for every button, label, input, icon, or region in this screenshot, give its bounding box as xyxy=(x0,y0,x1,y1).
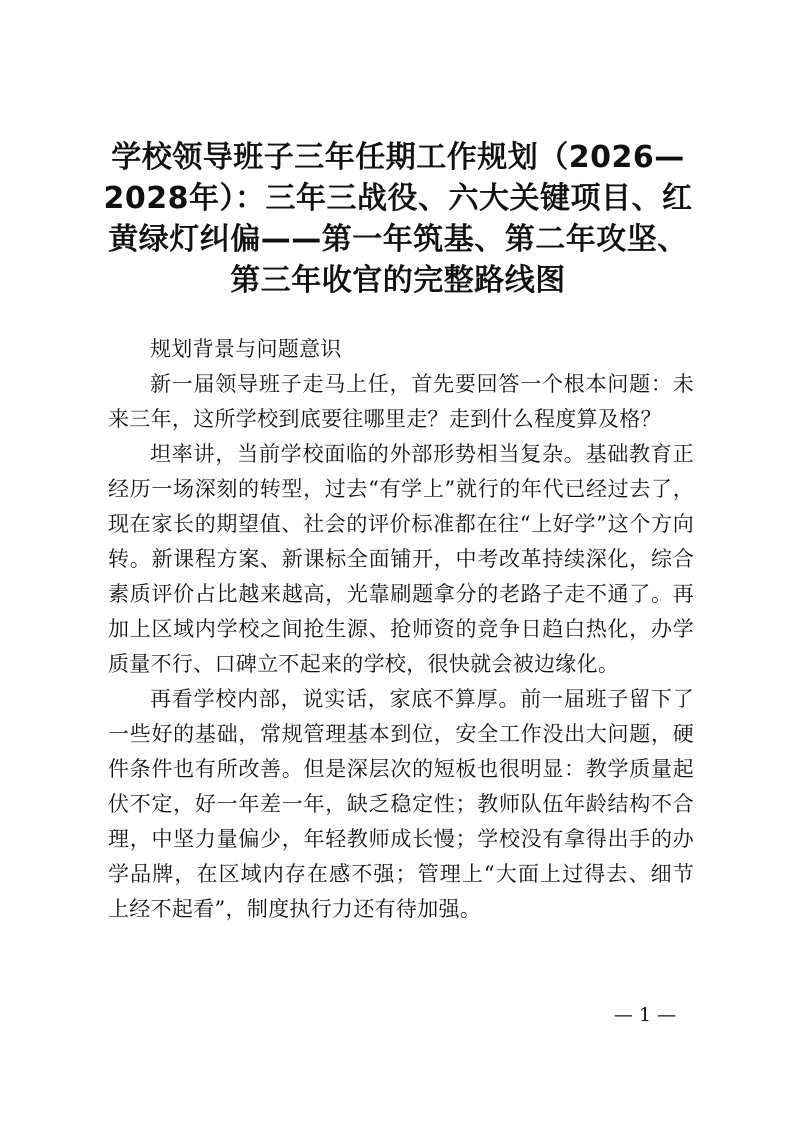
document-title: 学校领导班子三年任期工作规划（2026—2028年）：三年三战役、六大关键项目、红黄绿灯纠偏——第一年筑基、第二年攻坚、第三年收官的完整路线图 xyxy=(103,140,693,298)
paragraph-2: 坦率讲，当前学校面临的外部形势相当复杂。基础教育正经历一场深刻的转型，过去“有学上”就行的年代已经过去了，现在家长的期望值、社会的评价标准都在往“上好学”这个方向转。新课程方案、新课标全面铺开，中考改革持续深化，综合素质评价占比越来越高，光靠刷题拿分的老路子走不通了。再加上区域内学校之间抢生源、抢师资的竞争日趋白热化，办学质量不行、口碑立不起来的学校，很快就会被边缘化。 xyxy=(108,442,694,676)
document-body xyxy=(108,332,694,927)
paragraph-3: 再看学校内部，说实话，家底不算厚。前一届班子留下了一些好的基础，常规管理基本到位，安全工作没出大问题，硬件条件也有所改善。但是深层次的短板也很明显：教学质量起伏不定，好一年差一年，缺乏稳定性；教师队伍年龄结构不合理，中坚力量偏少，年轻教师成长慢；学校没有拿得出手的办学品牌，在区域内存在感不强；管理上“大面上过得去、细节上经不起看”，制度执行力还有待加强。 xyxy=(108,687,694,921)
page-number: — 1 — xyxy=(613,1004,677,1026)
section-heading: 规划背景与问题意识 xyxy=(150,337,342,361)
paragraph-1: 新一届领导班子走马上任，首先要回答一个根本问题：未来三年，这所学校到底要往哪里走？走到什么程度算及格？ xyxy=(108,372,694,431)
